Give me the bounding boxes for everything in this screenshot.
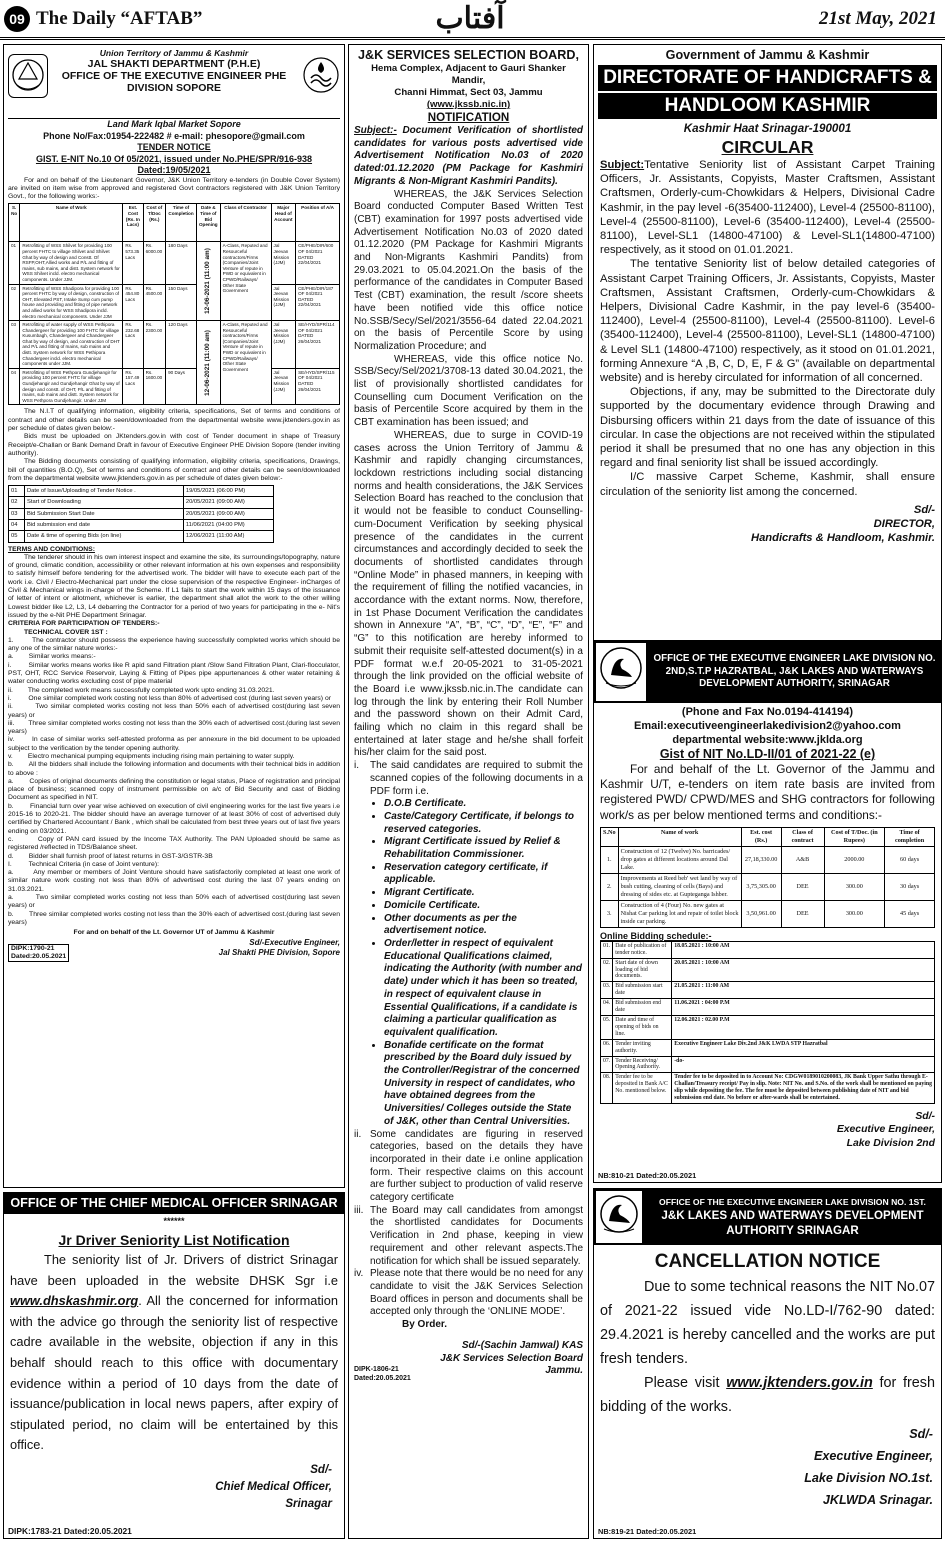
phe-notice-title: TENDER NOTICE — [137, 142, 211, 152]
table-row — [601, 900, 935, 927]
jkssb-whereas-2: WHEREAS, vide this office notice No. SSB/Secy/Sel/2021/3708-13 dated 30.04.2021, the list of provisionally shortlisted candidates for Counselling cum Document Verification on the basis of Percentile Score acquired by them in the CBT examination has been issued; and — [354, 353, 583, 429]
lake-division-2-notice — [593, 640, 942, 1183]
table-cell: Bid submission start date — [613, 982, 672, 999]
handi-h2: DIRECTORATE OF HANDICRAFTS & — [598, 65, 937, 91]
table-cell: Date & time of opening Bids (on line) — [24, 531, 183, 542]
cmo-dipk: DIPK:1783-21 Dated:20.05.2021 — [8, 1526, 132, 1536]
jkssb-dipk-date: Dated:20.05.2021 — [354, 1375, 411, 1383]
table-cell: Start of Downloading — [24, 497, 183, 508]
table-cell: 01 — [9, 242, 20, 284]
jkssb-whereas-1: WHEREAS, the J&K Services Selection Board conducted Computer Based Written Test (CBT) examination for 1997 posts advertised vide Advertisement Notification No.03 of 2020 dated 01.12.2020 (PM Package for Kashmiri Migrants and Non-Migrants Kashmiri Pandits) from 29.03.2021 to 05.04.2021.On the basis of the performance of the candidates in Computer Based Test (CBT) examination, the result /score sheets have been notified vide this office notice No.SSB/Secy/Sel/2021/3556-64 dated 22.04.2021 on the basis of Percentile Score by using Normalization Procedure; and — [354, 188, 583, 352]
table-cell: Rs. 2300.00 — [143, 321, 166, 369]
jkssb-item-3: iii. The Board may call candidates from amongst the shortlisted candidates for Documents Verification in 2nd phase, keeping in view requirement and other relevant aspects.The notification for which shall be issued separately. — [354, 1204, 583, 1267]
jkssb-item-1-text: The said candidates are required to submit the scanned copies of the following documents in a PDF form i.e. — [370, 760, 583, 797]
phe-bid-opening-cell — [196, 321, 220, 405]
phe-criteria-line: 1. The contractor should possess the experience having successfully completed works which should be any one of the similar nature works:- — [8, 636, 342, 653]
phe-bid-opening-time: 12-06-2021 (11:00 am) — [204, 248, 212, 315]
phe-sign-1: For and on behalf of the Lt. Governor UT of Jammu & Kashmir — [73, 929, 275, 937]
table-cell: 08. — [601, 1073, 613, 1104]
phe-intro: For and on behalf of the Lieutenant Governor, J&K Union Territory e-tenders (in Double Cover System) are invited on item wise from approved and registered Govt contractors registered with J&K Union Territory Govt., for the following works:- — [8, 176, 340, 201]
table-cell: 2. — [601, 873, 619, 900]
lake1-title: CANCELLATION NOTICE — [654, 1251, 881, 1272]
jkssb-addr-2: Channi Himmat, Sect 03, Jammu — [394, 87, 543, 98]
lake2-website[interactable]: departmental website:www.jklda.org — [672, 734, 863, 746]
handi-para-3: I/C massive Carpet Scheme, Kashmir, shall ensure circulation of the seniority list among the concerned. — [600, 471, 935, 498]
jkssb-whereas-3: WHEREAS, due to surge in COVID-19 cases across the Union Territory of Jammu & Kashmir and rapidly changing circumstances, lockdown restrictions including social distancing norms and health considerations, the J&K Services Selection Board has reached to the conclusion that it would not be feasible to conduct Counselling-cum-Document Verification by seeking physical presence of the candidates in the current circumstances and accordingly decided to seek the documents of shortlisted candidates through “Online Mode” in phased manners, in keeping with the requirement of filling the notified vacancies, in accordance with the extant norms. Now, therefore, in 1st Phase Document Verification the candidates shown in Annexure “A”, “B”, “C”, “D”, “E”, “F” and “G” to this notification are hereby informed to submit their requisite self-attested document(s) in a PDF format w.e.f 20-05-2021 to 31-05-2021 through the link provided on the official website of the Board i.e www.jkssb.nic.in.The candidate can log through the link by entering their Roll Number and the password shown on their Admit Card, failing which no claim in this regard shall be entertained at later stage and he/she shall forfeit his/her claim for the said post. — [354, 429, 583, 759]
handi-para-2: Objections, if any, may be submitted to the Directorate duly supported by the documentary evidence through Drawing and Disbursing officers within 21 days from the date of issuance of this circular. In case the objections are not received within the stipulated period it shall be presumed that no one has any objection in this regard and final seniority list shall be issued accordingly. — [600, 386, 935, 470]
jkssb-sig-3: Jammu. — [545, 1365, 583, 1377]
lake1-para-2b: for fresh bidding of the works. — [600, 1375, 935, 1415]
table-cell: Rs. 157.49 Lacs — [123, 368, 143, 405]
jk-emblem-icon — [8, 54, 48, 98]
table-cell: 02 — [9, 497, 25, 508]
lake1-sd: Sd/- — [909, 1427, 933, 1441]
phe-col-header: Est. Cost (Rs. In Lacs) — [123, 204, 143, 242]
lake2-col-header: S.No — [601, 827, 619, 846]
table-cell: Rs. 454.80 Lacs — [123, 284, 143, 321]
phe-para-2: Bids must be uploaded on JKtenders.gov.in with cost of Tender document in shape of Treasury Receipt/e-Challan or Bank Demand Draft in favour of Executive Engineer PHE Division Sopore (tender inviting authority). — [8, 433, 340, 457]
phe-bid-opening-time: 12-06-2021 (11:00 am) — [204, 329, 212, 396]
phe-criteria-line: iv. In case of similar works self-attested proforma as per annexure in the bid document to be uploaded subject to the verification by the tender opening authority. — [8, 736, 342, 752]
phe-sign-3: Jal Shakti PHE Division, Sopore — [218, 947, 340, 957]
jkssb-dipk-no: DIPK-1806-21 — [354, 1366, 399, 1374]
table-cell: 04 — [9, 519, 25, 530]
table-cell: Jal Jeevan Mission (JJM) — [271, 284, 296, 321]
phe-dipk — [8, 944, 69, 963]
cmo-body — [4, 1250, 344, 1456]
lake2-col-header: Est. cost (Rs.) — [741, 827, 781, 846]
table-cell: 11.06.2021 : 04:00 P.M — [672, 999, 935, 1016]
table-cell: 04. — [601, 999, 613, 1016]
table-cell: Rs. 1600.00 — [143, 368, 166, 405]
list-item: • Other documents as per the advertisement notice. — [384, 913, 583, 938]
cmo-signature — [4, 1462, 344, 1513]
handi-subject — [600, 158, 935, 257]
lake2-col-header: Name of work — [618, 827, 741, 846]
table-cell: 06. — [601, 1039, 613, 1056]
table-cell: 1. — [601, 846, 619, 873]
phe-signature — [219, 938, 340, 958]
table-cell: 300.00 — [824, 900, 885, 927]
phe-criteria-line: I. Technical Criteria (in case of Joint venture): — [8, 860, 159, 868]
table-cell: 19/05/2021 (06:00 PM) — [183, 486, 273, 497]
phe-col-header: Cost of T/Doc (Rs.) — [143, 204, 166, 242]
lake2-banner-text: OFFICE OF THE EXECUTIVE ENGINEER LAKE DIVISION NO. 2ND,S.T.P HAZRATBAL, J&K LAKES AND WATERWAYS DEVELOPMENT AUTHORITY, SRINAGAR — [648, 651, 941, 693]
phe-phone: Phone No/Fax:01954-222482 # e-mail: phesopore@gmail.com — [43, 130, 305, 141]
lake1-sig-3: JKLWDA Srinagar. — [822, 1493, 933, 1507]
table-cell: CE/PHE/DIR/600 OF 04/2021 DATED 22/04/2021 — [296, 242, 340, 284]
table-cell: 45 days — [885, 900, 935, 927]
table-cell: Executive Engineer Lake Div.2nd J&K LWDA STP Hazratbal — [672, 1039, 935, 1056]
phe-para-3: The Bidding documents consisting of qualifying information, eligibility criteria, specifications, Drawings, bill of quantities (B.O.Q), Set of terms and conditions of contract and other details can be seen/downloaded from the departmental website www.jktenders.gov.in as per schedule of dates given below:- — [8, 458, 340, 482]
table-cell: Date of Issue/Uploading of Tender Notice . — [24, 486, 183, 497]
table-cell: Retrofitting of WSS Shilvet for providing 100 percent FHTC to village Shilvet and Shilvet Ghat by way of design and Constt. Of RSFP,OHT,Allied works and P/L and fitting of mains, sub mains, and distt. System network for WSS Shilvet incld. electro mechanical components. Under JJM. — [20, 242, 123, 284]
phe-address: Land Mark Iqbal Market Sopore — [107, 119, 241, 129]
lake2-intro: For and behalf of the Lt. Governor of the Jammu and Kashmir U/T, e-tenders on item rate basis are invited from registered PWD/ CPWD/MES and SHG contractors for following work/s as per below mentioned terms and conditions:- — [600, 762, 935, 822]
jkssb-notice-title: NOTIFICATION — [427, 111, 510, 124]
phe-criteria-line: ii. The completed work means successfully completed work upto ending 31.03.2021. — [8, 686, 275, 694]
table-cell: 04 — [9, 368, 20, 405]
list-item: • D.O.B Certificate. — [384, 798, 583, 811]
lake2-dipk: NB:810-21 Dated:20.05.2021 — [598, 1171, 697, 1180]
table-cell: -do- — [672, 1056, 935, 1073]
lake1-sig-1: Executive Engineer, — [814, 1449, 933, 1463]
lake1-banner-1: OFFICE OF THE EXECUTIVE ENGINEER LAKE DIVISION NO. 1ST. — [644, 1196, 941, 1208]
table-cell: 20.05.2021 : 10:00 AM — [672, 958, 935, 982]
lake1-banner-3: AUTHORITY SRINAGAR — [644, 1223, 941, 1238]
table-row — [9, 242, 340, 284]
phe-criteria-line: a. Any member or members of Joint Venture should have satisfactorily completed at least one work of similar nature work costing not less than 80% of advertised cost during the last 07 years ending on 31.03.2021. — [8, 869, 342, 893]
jkssb-sig-2: J&K Services Selection Board — [440, 1352, 583, 1364]
table-cell: Date and time of opening of bids on line. — [613, 1015, 672, 1039]
table-cell: A&B — [781, 846, 824, 873]
table-cell: Rs. 573.35 Lacs — [123, 242, 143, 284]
lake2-signature — [600, 1110, 935, 1151]
table-row — [9, 284, 340, 321]
table-cell: Retrofitting of WSS Pethpora Gundjehangir for providing 100 percent FHTC for village Gundjehangir and Gundjehangir Ghat by way of design and constt. of OHT, P/L and fitting of mains, sub mains and distt. System network for WSS Pethpora Gundjehangir. Under JJM — [20, 368, 123, 405]
phe-header — [8, 48, 340, 118]
lwda-swan-logo-icon — [596, 643, 646, 701]
table-cell: 18.05.2021 : 10:00 AM — [672, 941, 935, 958]
table-row — [601, 873, 935, 900]
table-cell: 2000.00 — [824, 846, 885, 873]
table-cell: 02. — [601, 958, 613, 982]
jkssb-item-4-text: Please note that there would be no need for any candidate to visit the J&K Services Selection Board offices in person and documents shall be accepted only through the ‘ONLINE MODE’. — [370, 1268, 583, 1318]
table-cell: Jal Jeevan Mission (JJM) — [271, 321, 296, 369]
lake1-para-2 — [594, 1371, 941, 1419]
jkssb-dipk — [354, 1365, 411, 1383]
table-row — [9, 486, 274, 497]
table-row — [9, 508, 274, 519]
jkssb-item-3-text: The Board may call candidates from amongst the shortlisted candidates for Documents Verification in 2nd phase, keeping in view requirement and other relevant aspects.The notification for which shall be issued separately. — [370, 1204, 583, 1267]
table-cell: 03 — [9, 321, 20, 369]
phe-criteria-line: i. One similar completed work costing not less than 80% of advertised cost (during last seven years) or — [8, 694, 331, 702]
lake2-schedule-heading: Online Bidding schedule:- — [600, 930, 712, 941]
handi-h1: Government of Jammu & Kashmir — [665, 48, 870, 62]
issue-date: 21st May, 2021 — [818, 8, 937, 29]
table-cell: 01. — [601, 941, 613, 958]
phe-terms-heading: TERMS AND CONDITIONS: — [8, 545, 95, 553]
lake1-signature — [594, 1423, 941, 1511]
phe-works-table — [8, 203, 340, 405]
newspaper-name: The Daily “AFTAB” — [36, 8, 203, 29]
phe-h2: JAL SHAKTI DEPARTMENT (P.H.E) — [87, 58, 261, 70]
list-item: • Reservation category certificate, if applicable. — [384, 862, 583, 887]
table-cell: Improvements at Reed beb' wet land by way of bush cutting, cleaning of cells (Bays) and dressing of sides etc. at Gupteganga Ishber. — [618, 873, 741, 900]
table-cell: 120 Days — [166, 321, 197, 369]
cmo-title: OFFICE OF THE CHIEF MEDICAL OFFICER SRINAGAR — [4, 1193, 344, 1214]
lake2-schedule-table — [600, 941, 935, 1104]
table-row — [9, 321, 340, 369]
handi-sig-2: Handicrafts & Handloom, Kashmir. — [750, 532, 935, 545]
jkssb-item-2-text: Some candidates are figuring in reserved categories, based on the details they have incorporated in their date i.e online application form. Their respective claims on this account are further subject to production of valid reserve category certificate — [370, 1128, 583, 1204]
phe-tech-cover: TECHNICAL COVER 1ST : — [24, 628, 108, 636]
table-cell: Rs. 232.68 Lacs — [123, 321, 143, 369]
table-cell: 21.05.2021 : 11:00 AM — [672, 982, 935, 999]
table-cell: 03. — [601, 982, 613, 999]
table-cell: 05. — [601, 1015, 613, 1039]
table-cell: Tender Receiving/ Opening Authority. — [613, 1056, 672, 1073]
list-item: • Order/letter in respect of equivalent Educational Qualifications claimed, indicating the Authority (with number and date) under which it has been so treated, in respect of equivalent clause in Essential Qualifications, if a candidate is claiming a particular qualification as equivalent qualification. — [384, 938, 583, 1040]
cmo-website-link[interactable]: www.dhskashmir.org — [10, 1293, 139, 1309]
table-cell: 20/05/2021 (09:00 AM) — [183, 508, 273, 519]
handi-address: Kashmir Haat Srinagar-190001 — [683, 122, 852, 135]
table-row — [9, 519, 274, 530]
table-cell: 60 days — [885, 846, 935, 873]
phe-criteria-line: i. Similar works means works like R apid sand Filtration plant /Slow Sand Filtration Plant, Clari-flocculator, PST, OHT, RCC Service Reservoir, Laying & Fitting of Pipes pipe appurtenances & other water retaining & water conducting works excluding cost of pipe material — [8, 661, 342, 686]
list-item: • Migrant Certificate. — [384, 887, 583, 900]
jkssb-addr-1: Hema Complex, Adjacent to Gauri Shanker Mandir, — [371, 63, 566, 86]
jkssb-footer — [354, 1365, 583, 1389]
table-cell: 11/06/2021 (04:00 PM) — [183, 519, 273, 530]
phe-tender-notice — [3, 44, 345, 1188]
table-cell: 3. — [601, 900, 619, 927]
phe-criteria-line: b. Three similar completed works costing not less than the 30% each of advertised cost.(during last seven years) — [8, 910, 342, 926]
lake1-dipk: NB:819-21 Dated:20.05.2021 — [598, 1527, 697, 1536]
jkssb-subject-label: Subject:- — [354, 125, 397, 136]
table-cell: Rs. 6000.00 — [143, 242, 166, 284]
lake2-banner — [594, 641, 941, 703]
table-cell: DEE — [781, 900, 824, 927]
lake2-sd: Sd/- — [915, 1110, 935, 1122]
phe-terms: The tenderer should in his own interest inspect and examine the site, its surroundings/topography, nature of ground, climatic condition, accessibility or other relevant information at his own expenses and responsibility to satisfy himself before tendering for the advertised work. The bidder will have to execute each part of the work i.e. Civil / Electro-Mechanical part under the close supervision of the respective Engineer- inCharges of Civil & Mechanical wings in-charge of the Scheme. If L1 fails to start the work within 15 days of the issuance of letter of intent or allotment, whichever is earlier, the department shall allot the work to the other willing Lowest bidder like L2, L3, L4 debarring the Contractor for a period of two years for participating in the e- Nit's issued by the e-Nit PHE Department Srinagar. — [8, 553, 340, 619]
table-cell: Bid Submission Start Date — [24, 508, 183, 519]
phe-footer — [8, 938, 340, 964]
table-cell: Bid submission end date — [613, 999, 672, 1016]
table-cell: SE/HYD/SPR/114 OF 04/2021 DATED 26/04/2021 — [296, 321, 340, 369]
phe-criteria-line: a. Similar works means:- — [8, 653, 96, 661]
phe-criteria-line: b. All the bidders shall include the following information and documents with their technical bids in addition to above : — [8, 761, 342, 777]
phe-class-cell: A-Class, Reputed and Resourceful contractors/Firms (Companies/Joint Venture of repute in PWD or equivalent in CPWD/Railways/ Other State Government — [220, 242, 271, 321]
jkssb-subject — [354, 125, 583, 189]
table-cell: 3,50,961.00 — [741, 900, 781, 927]
table-cell: Tender fee to be deposited in to Account No: CDGW0189010200083, JK Bank Upper Sathu through E-Challan/Treasury receipt/ Pay in slip. Note: NIT No. and S.No. of the work shall be mentioned on paying slip while depositing the fee. The fee must be deposited between publishing date of NIT and bid submission end date. No before or after-wards shall be entertained. — [672, 1073, 935, 1104]
phe-col-header: Class of Contractor — [220, 204, 271, 242]
table-row — [601, 982, 935, 999]
lake1-para-2a: Please visit — [644, 1375, 727, 1391]
page-number: 09 — [4, 6, 30, 32]
handi-subject-text: Tentative Seniority list of Assistant Carpet Training Officers, Jr. Assistants, Copyists, Master Craftsmen, Assistant Craftsmen, Orderly-cum-Chowkidars & Helpers, Divisional Cadre Kashmir, in the pay level -6(35400-112400), Level-4 (25500-81100), Level-4 (25500-81100), Level-6 (35400-112400), Level-4 (25500-81100), Level-SL1 (14800-47100) & Level-SL1(14800-47100) respectively, as it stood on 01.01.2021. — [600, 159, 935, 257]
handicrafts-circular — [593, 44, 942, 657]
lake2-email[interactable]: Email:executiveengineerlakedivision2@yahoo.com — [634, 720, 901, 732]
table-cell: Retrofitting of water supply of WSS Pethipora Chandergeer for providing 100 FHTC for village Kusumbagh, Chandergeer and Chandergeer Ghat by way of design, and construction of DHT and P/L and fitting of mains, sub mains and distt. System network for WSS Pethipora Chandergeer incld. electro mechanical components under JJM. — [20, 321, 123, 369]
phe-criteria-line: a. Copies of original documents defining the constitution or legal status, Place of registration and principal place of business; scanned copy of instrument permissible on a/c of Bid Security and cast of Bidding Document as specified in NIT. — [8, 777, 342, 802]
phe-dipk-date: Dated:20.05.2021 — [11, 952, 67, 960]
table-cell: 07. — [601, 1056, 613, 1073]
list-item: • Domicile Certificate. — [384, 900, 583, 913]
jkssb-sig-1: Sd/-(Sachin Jamwal) KAS — [461, 1339, 583, 1351]
lake2-works-table — [600, 827, 935, 928]
phe-criteria-line: v. Electro mechanical pumping equipments including rising main pertaining to water supply. — [8, 753, 295, 760]
list-item: • Caste/Category Certificate, if belongs to reserved categories. — [384, 811, 583, 836]
lake-division-1-cancellation — [593, 1188, 942, 1539]
table-cell: 20/05/2021 (09:00 AM) — [183, 497, 273, 508]
jkssb-title: J&K SERVICES SELECTION BOARD, — [358, 48, 579, 62]
phe-criteria-line: b. Financial turn over year wise achieved on execution of civil engineering works for the last five years i.e 2015-16 to 2020-21. The bidder should have an average turnover of at least 30% of cost of advertised duly certified by Chartered Accountant / Bank , which shall be calculated from best three years out of last five years ending on 03/2021. — [8, 802, 342, 835]
table-cell: Retrofitting of WSS Shadipora for providing 100 percent FHTC by way of design, construction of OHT, Elevated PST, Intake Sump cum pump house and providing and fitting of pipe network and allied works for WSS Shadipora incld. electro mechanical components. Under JJM — [20, 284, 123, 321]
table-cell: 300.00 — [824, 873, 885, 900]
cmo-notice — [3, 1192, 345, 1539]
lake2-col-header: Class of contract — [781, 827, 824, 846]
phe-col-header: S. No — [9, 204, 20, 242]
table-cell: 12.06.2021 : 02.00 P.M — [672, 1015, 935, 1039]
table-row — [601, 1039, 935, 1056]
table-cell: CE/PHE/DIR/187 OF 04/2021 DATED 22/04/2021 — [296, 284, 340, 321]
jkssb-notification — [348, 44, 589, 1539]
list-item: • Migrant Certificate issued by Relief & Rehabilitation Commissioner. — [384, 836, 583, 861]
jkssb-item-4: iv. Please note that there would be no need for any candidate to visit the J&K Services Selection Board offices in person and documents shall be accepted only through the ‘ONLINE MODE’. — [354, 1268, 583, 1318]
lake1-para-1: Due to some technical reasons the NIT No.07 of 2021-22 issued vide No.LD-I/762-90 dated: 29.4.2021 is hereby cancelled and the works are put fresh tenders. — [600, 1279, 935, 1367]
lake2-sig-1: Executive Engineer, — [836, 1124, 935, 1136]
table-row — [9, 531, 274, 542]
phe-dipk-no: DIPK:1790-21 — [11, 944, 55, 952]
table-cell: Tender inviting authority. — [613, 1039, 672, 1056]
table-cell: 27,18,330.00 — [741, 846, 781, 873]
cmo-sd: Sd/- — [310, 1463, 332, 1476]
table-row — [601, 958, 935, 982]
phe-h1: Union Territory of Jammu & Kashmir — [99, 48, 249, 58]
lwda-swan-logo-icon — [596, 1191, 642, 1243]
jkssb-website[interactable]: (www.jkssb.nic.in) — [426, 99, 511, 110]
table-cell: Construction of 4 (Four) No. new gates at Nishat Car parking lot and repair of toilet block inside car parking. — [618, 900, 741, 927]
jkssb-subject-text: Document Verification of shortlisted candidates for various posts advertised vide Advertisement Notification No.03 of 2020 dated:01.12.2020 (PM Package for Kashmiri Migrants & Non-Migrant Kashmiri Pandits). — [354, 125, 583, 187]
jkssb-signature — [354, 1340, 583, 1365]
phe-gist: GIST. E-NIT No.10 Of 05/2021, issued under No.PHE/SPR/916-938 — [35, 153, 313, 164]
lake2-phone: (Phone and Fax No.0194-414194) — [681, 706, 854, 718]
table-cell: Tender fee to be deposited in Bank A/C No. mentioned below. — [613, 1073, 672, 1104]
table-cell: 12/06/2021 (11:00 AM) — [183, 531, 273, 542]
phe-bid-opening-cell — [196, 242, 220, 321]
lake1-banner-2: J&K LAKES AND WATERWAYS DEVELOPMENT — [644, 1208, 941, 1223]
cmo-body-b: . All the concerned for information with the advice go through the seniority list of respective cadre available in the website, objection if any in this behalf should reach to this office with documentary evidence within a period of 10 days from the date of issuance/publication in local news papers, after expiry of stipulated period, no claim will be entertained by this office. — [10, 1293, 338, 1453]
table-cell: 03 — [9, 508, 25, 519]
phe-class-cell: A-Class, Reputed and Resourceful contractors/Firms (Companies/Joint Venture of repute in PWD or equivalent in CPWD/Railways/ Other State Government — [220, 321, 271, 405]
phe-criteria-line: iii. Three similar completed works costing not less than the 30% each of advertised cost.(during last seven years) — [8, 719, 342, 736]
table-cell: Date of publication of tender notice. — [613, 941, 672, 958]
newspaper-logo: آفتاب — [435, 1, 505, 36]
phe-criteria-line: c. Copy of PAN card issued by the Income TAX Authority. The PAN Uploaded should be same as registered /reflected in TDS/Balance sheet. — [8, 835, 342, 852]
handi-circular-title: CIRCULAR — [721, 137, 814, 157]
handi-sd: Sd/- — [913, 503, 935, 516]
table-row — [601, 999, 935, 1016]
cmo-stars: ****** — [163, 1216, 185, 1226]
lake2-col-header: Cost of T/Doc. (in Rupees) — [824, 827, 885, 846]
jkssb-doc-list — [354, 798, 583, 1128]
handi-para-1: The tentative Seniority list of below detailed categories of Assistant Carpet Training Officers, Jr. Assistants, Copyists, Master Craftsmen, Assistant Craftsmen, Orderly-cum-Chowkidars & Helpers, Divisional Cadre Kashmir, in the pay level-6 (35400-112400), Level-4 (25500-81100), Level-4 (25500-81100). Level-6 (35400-112400), Level-4 (25500-81100), Level-SL1 (14800-47100) & Level SL1 (14800-47100) respectively, as it stood on 01.01.2021, forming Annexure “A ,B, C, D, E, F & G” (available on departmental website) and is hereby circulated for information of all concerned. — [600, 258, 935, 385]
table-row — [601, 941, 935, 958]
masthead — [0, 0, 945, 40]
cmo-body-a: The seniority list of Jr. Drivers of district Srinagar have been uploaded in the website DHSK Sgr i.e — [10, 1252, 338, 1288]
jkssb-item-2: ii. Some candidates are figuring in reserved categories, based on the details they have incorporated in their date i.e online application form. Their respective claims on this account are further subject to production of valid reserve category certificate — [354, 1128, 583, 1204]
cmo-sig-1: Chief Medical Officer, — [215, 1480, 332, 1493]
lake2-col-header: Time of completion — [885, 827, 935, 846]
table-cell: 05 — [9, 531, 25, 542]
phe-criteria: CRITERIA FOR PARTICIPATION OF TENDERS:- — [8, 620, 160, 628]
phe-col-header: Position of A/A — [296, 204, 340, 242]
table-row — [9, 497, 274, 508]
phe-criteria-line: a. Two similar completed works costing not less than 50% each of advertised cost(during last seven years) or — [8, 894, 342, 910]
phe-col-header: Major Head of Account — [271, 204, 296, 242]
table-cell: 3,75,305.00 — [741, 873, 781, 900]
handi-sig-1: DIRECTOR, — [873, 518, 935, 531]
table-cell: 180 Days — [166, 242, 197, 284]
phe-criteria-line: d. Bidder shall furnish proof of latest returns in GST-3/GSTR-3B — [8, 852, 213, 860]
phe-h3: OFFICE OF THE EXECUTIVE ENGINEER PHE DIVISION SOPORE — [61, 70, 287, 94]
table-cell: Jal Jeevan Mission (JJM) — [271, 242, 296, 284]
table-row — [9, 368, 340, 405]
phe-dated: Dated:19/05/2021 — [137, 165, 211, 175]
jkssb-item-1: i. The said candidates are required to submit the scanned copies of the following documents in a PDF form i.e. — [354, 760, 583, 797]
handi-signature — [600, 503, 935, 546]
lake1-website-link[interactable]: www.jktenders.gov.in — [726, 1375, 873, 1391]
table-cell: Rs. 4500.00 — [143, 284, 166, 321]
phe-schedule-table — [8, 485, 274, 542]
table-cell: Bid submission end date — [24, 519, 183, 530]
table-cell: Start date of down loading of bid documents. — [613, 958, 672, 982]
table-cell: 90 Days — [166, 368, 197, 405]
table-cell: DEE — [781, 873, 824, 900]
table-cell: Jal Jeevan Mission (JJM) — [271, 368, 296, 405]
phe-col-header: Time of Completion — [166, 204, 197, 242]
table-cell: SE/HYD/SPR/115 OF 04/2021 DATED 26/04/2021 — [296, 368, 340, 405]
lake1-banner — [594, 1189, 941, 1245]
table-cell: 01 — [9, 486, 25, 497]
lake1-sig-2: Lake Division NO.1st. — [804, 1471, 933, 1485]
phe-sign-2: Sd/-Executive Engineer, — [249, 937, 340, 947]
handi-subject-label: Subject: — [600, 159, 645, 171]
phe-criteria-line: ii. Two similar completed works costing not less than 50% each of advertised cost(during last seven years) or — [8, 703, 342, 719]
table-row — [601, 1056, 935, 1073]
cmo-sig-2: Srinagar — [285, 1497, 332, 1510]
list-item: • Bonafide certificate on the format prescribed by the Board duly issued by the Controller/Registrar of the concerned University in respect of candidates, who have obtained degrees from the Universities/ Colleges outside the State of J&K, other than Central Universities. — [384, 1040, 583, 1129]
table-cell: 150 Days — [166, 284, 197, 321]
jkssb-by-order: By Order. — [402, 1319, 448, 1331]
cmo-heading: Jr Driver Seniority List Notification — [58, 1232, 290, 1248]
phe-para-1: The N.I.T of qualifying information, eligibility criteria, specifications, Set of terms and conditions of contract and other details can be seen/downloaded from the departmental website www.jktenders.gov.in as per schedule of dates given below:- — [8, 408, 340, 433]
lake2-sig-2: Lake Division 2nd — [846, 1137, 935, 1149]
table-cell: 30 days — [885, 873, 935, 900]
jal-shakti-logo-icon — [302, 56, 340, 94]
table-cell: Construction of 12 (Twelve) No. barricades/ drop gates at different locations around Dal Lake. — [618, 846, 741, 873]
handi-h3: HANDLOOM KASHMIR — [598, 93, 937, 119]
table-cell: 02 — [9, 284, 20, 321]
lake2-gist: Gist of NIT No.LD-II/01 of 2021-22 (e) — [659, 747, 876, 761]
table-row — [601, 846, 935, 873]
table-row — [601, 1073, 935, 1104]
phe-col-header: Date & Time of Bid Opening — [196, 204, 220, 242]
phe-col-header: Name of Work — [20, 204, 123, 242]
table-row — [601, 1015, 935, 1039]
